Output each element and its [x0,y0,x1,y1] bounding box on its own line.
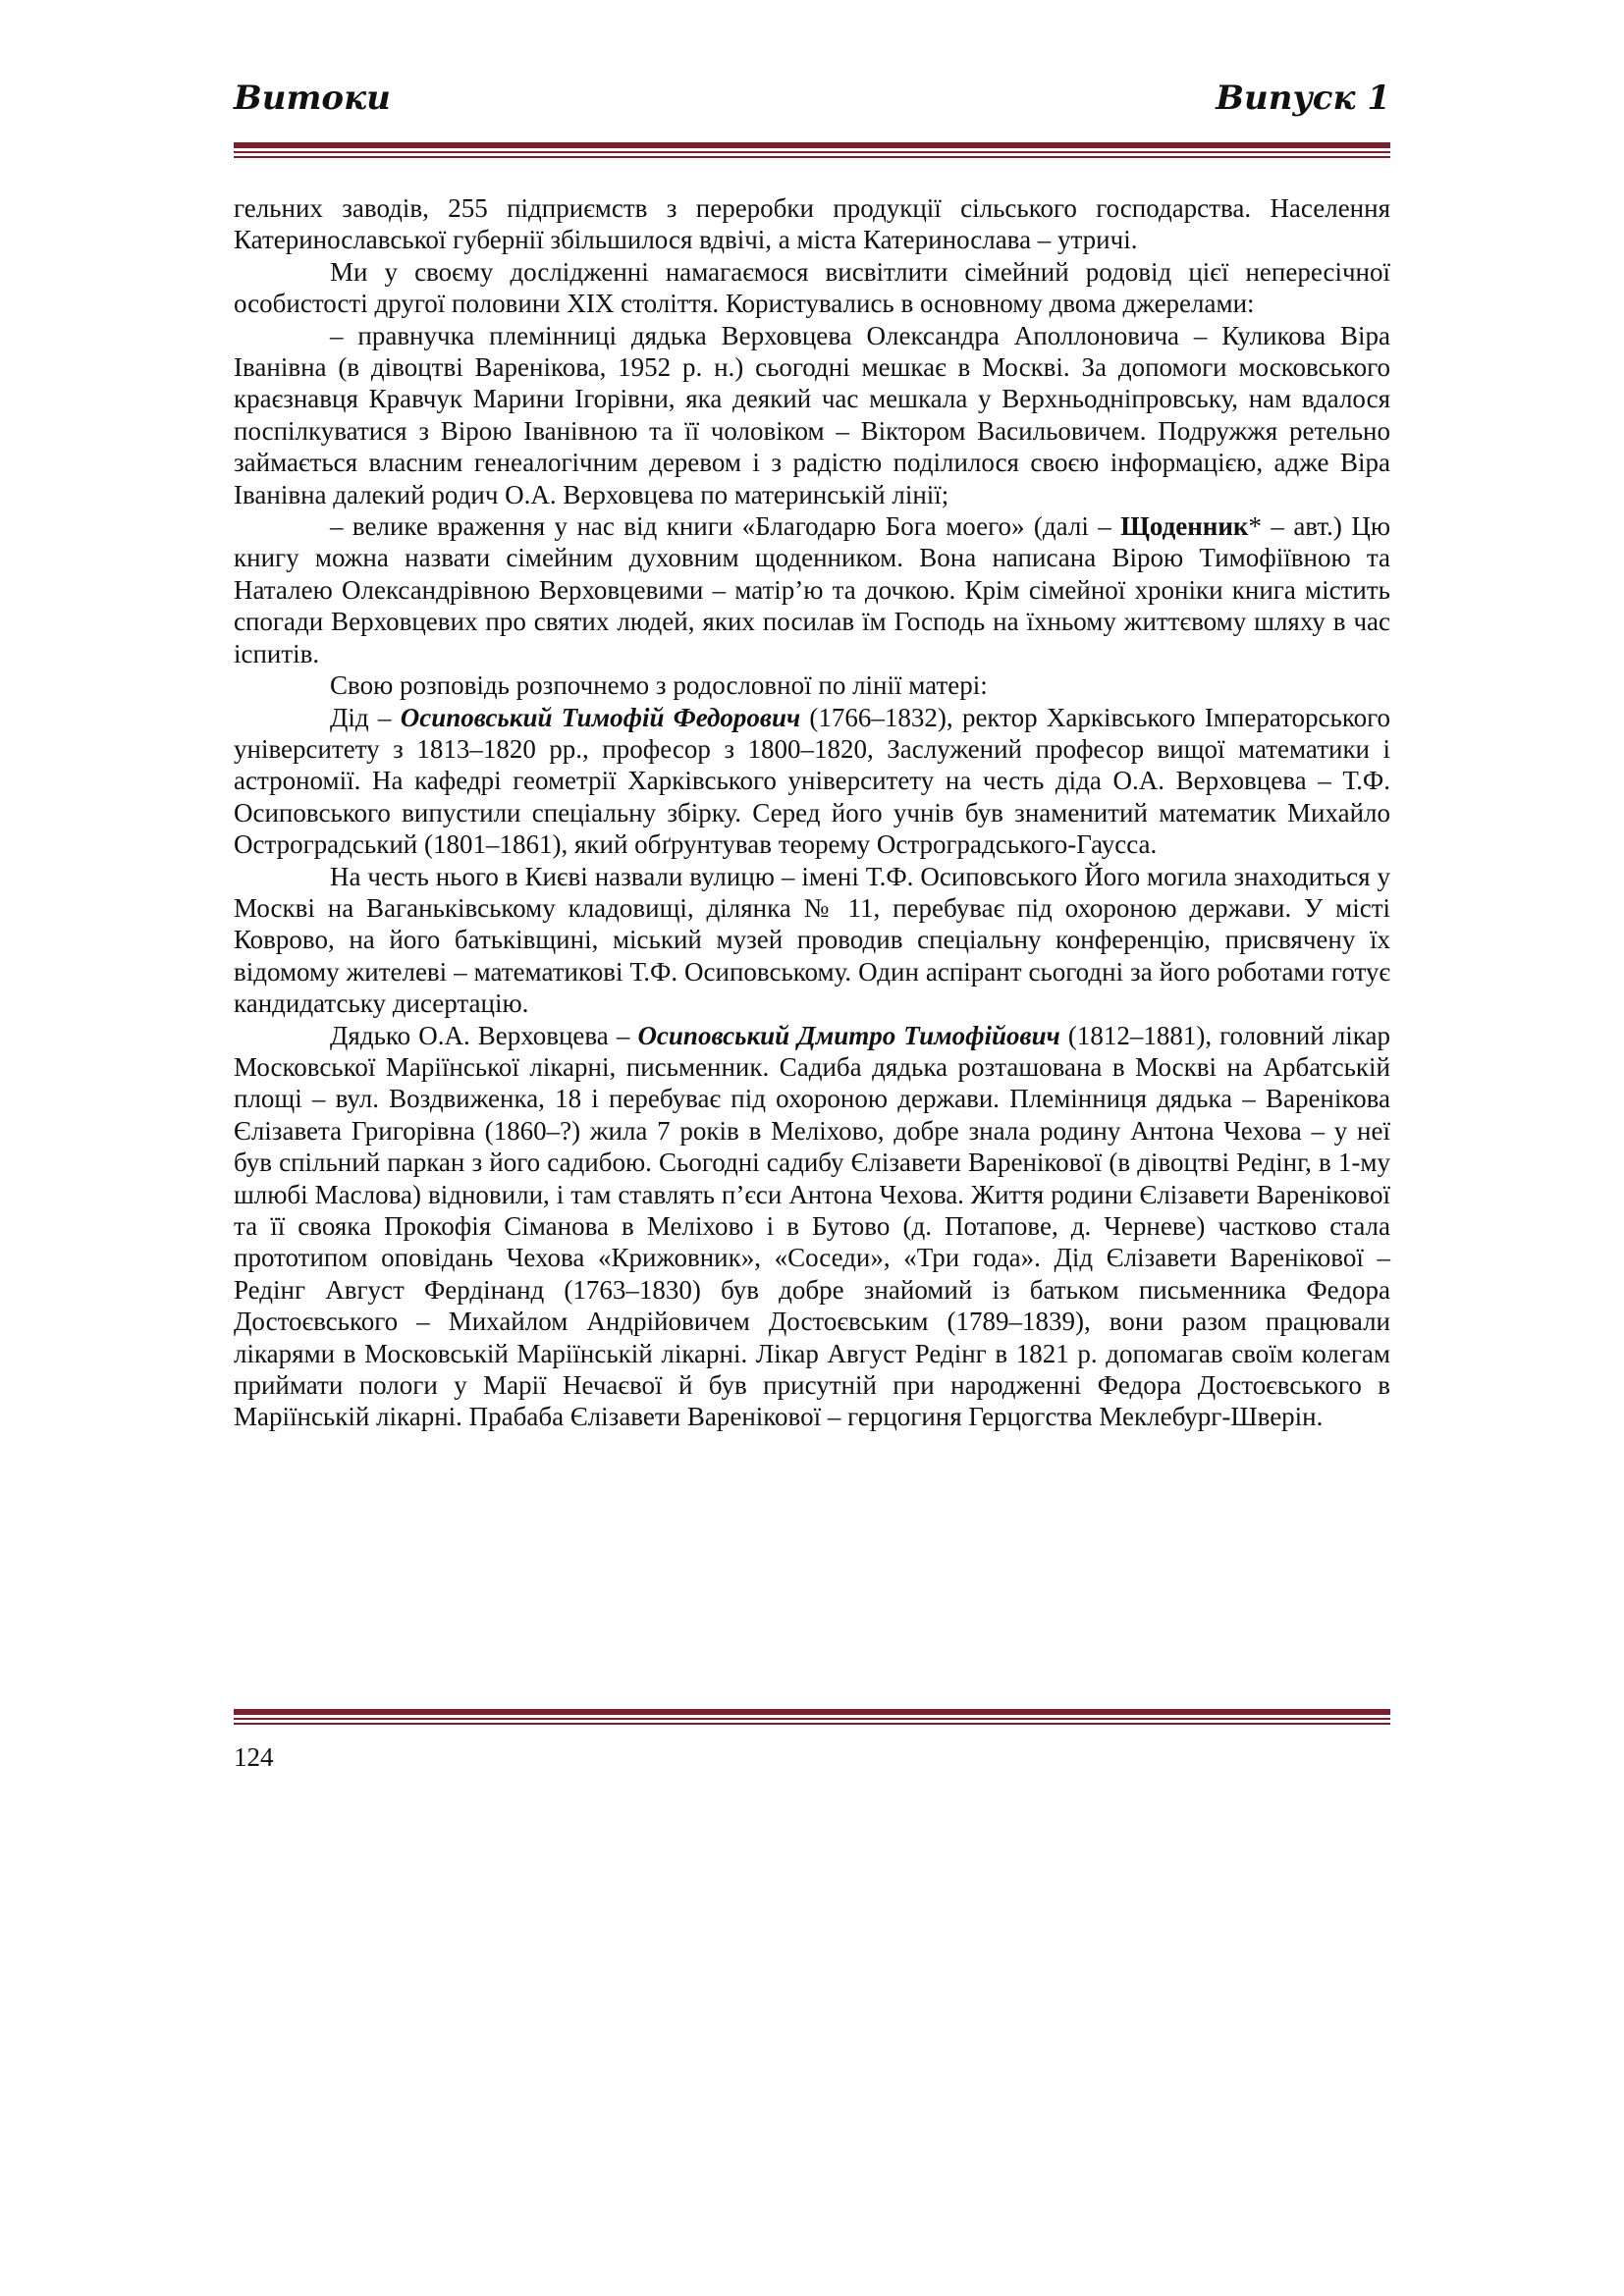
paragraph-4-text-b: * – авт.) Цю книгу можна назвати сімейним духовним щоденником. Вона написана Вірою Тимофіївною та Наталею Олександрівною Верховцевими – матір’ю та дочкою. Крім сімейної хроніки книга містить спогади Верховцевих про святих людей, яких посилав їм Господь на їхньому життєвому шляху в час іспитів. [234,511,1390,668]
paragraph-5: Свою розповідь розпочнемо з родословної по лінії матері: [330,670,988,701]
paragraph-6 [234,702,1390,861]
paragraph-3: – правнучка племінниці дядька Верховцева Олександра Аполлоновича – Куликова Віра Іванівна (в дівоцтві Варенікова, 1952 р. н.) сьогодні мешкає в Москві. За допомоги московського краєзнавця Кравчук Марини Ігорівни, яка деякий час мешкала у Верхньодніпровську, нам вдалося поспілкуватися з Вірою Іванівною та її чоловіком – Віктором Васильовичем. Подружжя ретельно займається власним генеалогічним деревом і з радістю поділилося своєю інформацією, адже Віра Іванівна далекий родич О.А. Верховцева по материнській лінії; [234,320,1390,509]
paragraph-8-text-b: (1812–1881), головний лікар Московської Маріїнської лікарні, письменник. Садиба дядька розташована в Москві на Арбатській площі – вул. Воздвиженка, 18 і перебуває під охороною держави. Племінниця дядька – Варенікова Єлізавета Григорівна (1860–?) жила 7 років в Меліхово, добре знала родину Антона Чехова – у неї був спільний паркан з його садибою. Сьогодні садибу Єлізавети Варенікової (в дівоцтві Редінг, в 1-му шлюбі Маслова) відновили, і там ставлять п’єси Антона Чехова. Життя родини Єлізавети Варенікової та її свояка Прокофія Сіманова в Меліхово і в Бутово (д. Потапове, д. Черневе) частково стала прототипом оповідань Чехова «Крижовник», «Соседи», «Три года». Дід Єлізавети Варенікової – Редінг Август Фердінанд (1763–1830) був добре знайомий із батьком письменника Федора Достоєвського – Михайлом Андрійовичем Достоєвським (1789–1839), вони разом працювали лікарями в Московській Маріїнській лікарні. Лікар Август Редінг в 1821 р. допомагав своїм колегам приймати пологи у Марії Нечаєвої й був присутній при народженні Федора Достоєвського в Маріїнській лікарні. Прабаба Єлізавети Варенікової – герцогиня Герцогства Меклебург-Шверін. [234,1020,1390,1432]
diary-term: Щоденник [1120,511,1249,542]
paragraph-8 [234,1020,1390,1433]
paragraph-1: гельних заводів, 255 підприємств з переробки продукції сільського господарства. Населення Катеринославської губернії збільшилося вдвічі, а міста Катеринослава – утричі. [234,193,1390,255]
body-text [234,192,1390,1433]
paragraph-8-text-a: Дядько О.А. Верховцева – [330,1020,638,1050]
paragraph-6-text-b: (1766–1832), ректор Харківського Імператорського університету з 1813–1820 рр., професор з 1800–1820, Заслужений професор вищої математики і астрономії. На кафедрі геометрії Харківського університету на честь діда О.А. Верховцева – Т.Ф. Осиповського випустили спеціальну збірку. Серед його учнів був знаменитий математик Михайло Остроградський (1801–1861), який обґрунтував теорему Остроградського-Гаусса. [234,702,1391,860]
page-number: 124 [234,1742,274,1772]
paragraph-4-text-a: – велике враження у нас від книги «Благодарю Бога моего» (далі – [330,511,1121,542]
paragraph-4 [234,510,1390,669]
header-rule [234,142,1390,158]
journal-title: Витоки [234,79,391,118]
paragraph-7: На честь нього в Києві назвали вулицю – імені Т.Ф. Осиповського Його могила знаходиться у Москві на Ваганьківському кладовищі, ділянка № 11, перебуває під охороною держави. У місті Коврово, на його батьківщині, міський музей проводив спеціальну конференцію, присвячену їх відомому жителеві – математикові Т.Ф. Осиповському. Один аспірант сьогодні за його роботами готує кандидатську дисертацію. [234,861,1390,1019]
paragraph-2: Ми у своєму дослідженні намагаємося висвітлити сімейний родовід цієї непересічної особистості другої половини ХІХ століття. Користувались в основному двома джерелами: [234,256,1390,319]
person-name-osypovsky-dmytro: Осиповський Дмитро Тимофійович [637,1020,1060,1050]
footer-rule [234,1709,1390,1725]
paragraph-6-text-a: Дід – [330,702,401,732]
person-name-osypovsky-tymofii: Осиповський Тимофій Федорович [400,702,801,732]
issue-number: Випуск 1 [1216,79,1390,118]
running-header [234,79,1390,137]
